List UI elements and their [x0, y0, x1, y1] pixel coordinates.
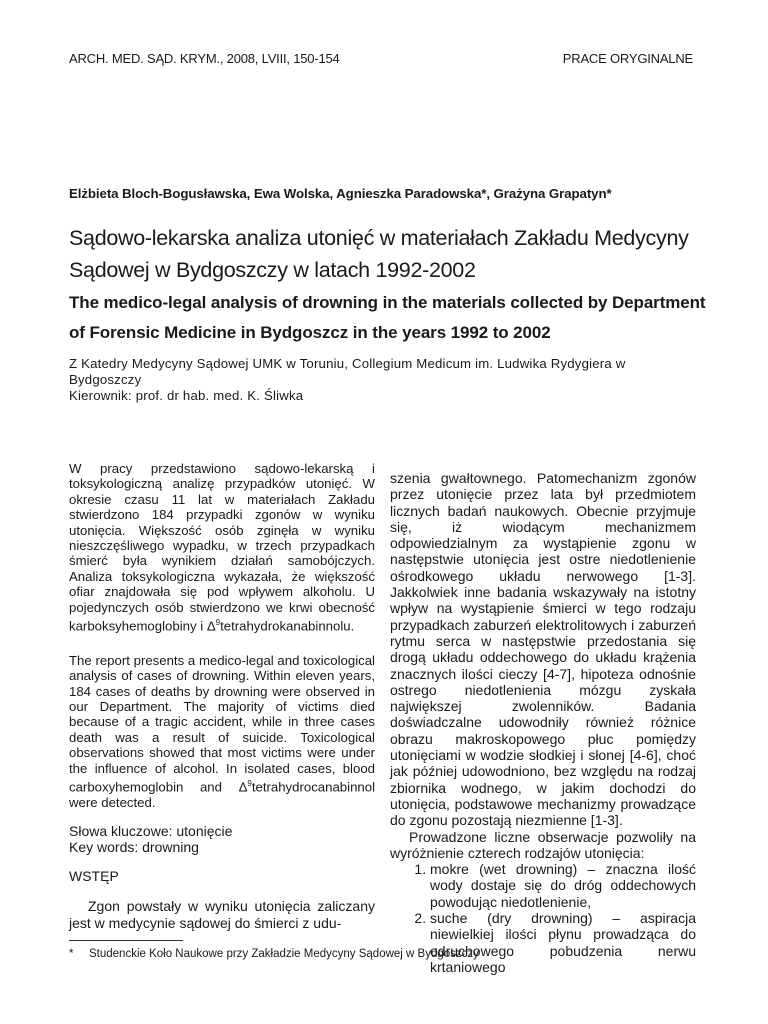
footnote-text: Studenckie Koło Naukowe przy Zakładzie Medycyny Sądowej w Bydgoszczy	[89, 948, 479, 960]
affiliation	[69, 356, 699, 404]
abstract-polish	[69, 461, 375, 634]
abstract-polish-end: tetrahydrokanabinnolu.	[220, 618, 355, 634]
footnote-mark: *	[69, 948, 74, 960]
abstract-polish-text: W pracy przedstawiono sądowo-lekarską i toksykologiczną analizę przypadków utonięć. W okresie czasu 11 lat w materiałach Zakładu stwierdzono 184 przypadki zgonów w wyniku utonięcia. Większość osób zginęła w wyniku nieszczęśliwego wypadku, w trzech przypadkach śmierć była wynikiem działań samobójczych. Analiza toksykologiczna wykazała, że większość ofiar znajdowała się pod wpływem alkoholu. U pojedynczych osób stwierdzono we krwi obecność karboksyhemoglobiny i	[69, 461, 375, 634]
delta-superscript: 9	[247, 779, 252, 789]
footnote	[69, 948, 479, 960]
affiliation-department: Z Katedry Medycyny Sądowej UMK w Toruniu, Collegium Medicum im. Ludwika Rydygiera w Bydgoszczy	[69, 356, 626, 387]
right-column	[390, 470, 696, 975]
affiliation-head: Kierownik: prof. dr hab. med. K. Śliwka	[69, 388, 304, 403]
keywords-english: Key words: drowning	[69, 839, 199, 856]
list-item: 1. mokre (wet drowning) – znaczna ilość wody dostaje się do dróg oddechowych powodując niedotlenienie,	[430, 861, 696, 910]
article-type: PRACE ORYGINALNE	[562, 51, 693, 66]
list-item: 2. suche (dry drowning) – aspiracja niewielkiej ilości płynu prowadząca do odruchowego pobudzenia nerwu krtaniowego	[430, 910, 696, 975]
footnote-divider	[69, 940, 183, 941]
title-english: The medico-legal analysis of drowning in the materials collected by Department of Forensic Medicine in Bydgoszcz in the years 1992 to 2002	[69, 293, 706, 342]
left-column	[69, 461, 375, 932]
body-paragraph: szenia gwałtownego. Patomechanizm zgonów przez utonięcie przez lata był przedmiotem licznych badań naukowych. Obecnie przyjmuje się, iż wiodącym mechanizmem odpowiedzialnym za wystąpienie zgonu w następstwie utonięcia jest ostre niedotlenienie ośrodkowego układu nerwowego [1-3]. Jakkolwiek inne badania wskazywały na istotny wpływ na wystąpienie śmierci w tego rodzaju przypadkach zaburzeń elektrolitowych i zaburzeń rytmu serca w następstwie przedostania się drogą układu oddechowego do układu krążenia znacznych ilości cieczy [4-7], hipoteza odnośnie ostrego niedotlenienia mózgu zyskała największej zwolenników. Badania doświadczalne udowodniły również różnice obrazu makroskopowego płuc pomiędzy utonięciami w wodzie słodkiej i słonej [4-6], choć jak później udowodniono, bez względu na rodzaj zbiornika wodnego, w jakim dochodzi do utonięcia, podstawowe mechanizmy prowadzące do zgonu pozostają niezmienne [1-3].	[390, 470, 696, 829]
journal-citation: ARCH. MED. SĄD. KRYM., 2008, LVIII, 150-154	[69, 51, 340, 66]
delta-symbol: Δ	[206, 618, 216, 634]
keywords-polish: Słowa kluczowe: utonięcie	[69, 823, 233, 840]
title-polish: Sądowo-lekarska analiza utonięć w materiałach Zakładu Medycyny Sądowej w Bydgoszczy w latach 1992-2002	[69, 226, 689, 282]
body-paragraph: Prowadzone liczne obserwacje pozwoliły na wyróżnienie czterech rodzajów utonięcia:	[390, 828, 696, 861]
abstract-english	[69, 653, 375, 810]
authors: Elżbieta Bloch-Bogusławska, Ewa Wolska, Agnieszka Paradowska*, Grażyna Grapatyn*	[69, 186, 612, 201]
abstract-english-text: The report presents a medico-legal and toxicological analysis of cases of drowning. Within eleven years, 184 cases of deaths by drowning were observed in our Department. The majority of victims died because of a tragic accident, while in three cases death was a result of suicide. Toxicological observations showed that most victims were under the influence of alcohol. In isolated cases, blood carboxyhemoglobin and	[69, 652, 375, 795]
abstract-english-end: tetrahydrocanabinnol were detected.	[69, 779, 375, 810]
section-heading-intro: WSTĘP	[69, 868, 119, 885]
delta-symbol: Δ	[238, 779, 248, 795]
intro-paragraph: Zgon powstały w wyniku utonięcia zaliczany jest w medycynie sądowej do śmierci z udu-	[69, 897, 375, 931]
delta-superscript: 9	[215, 618, 221, 628]
